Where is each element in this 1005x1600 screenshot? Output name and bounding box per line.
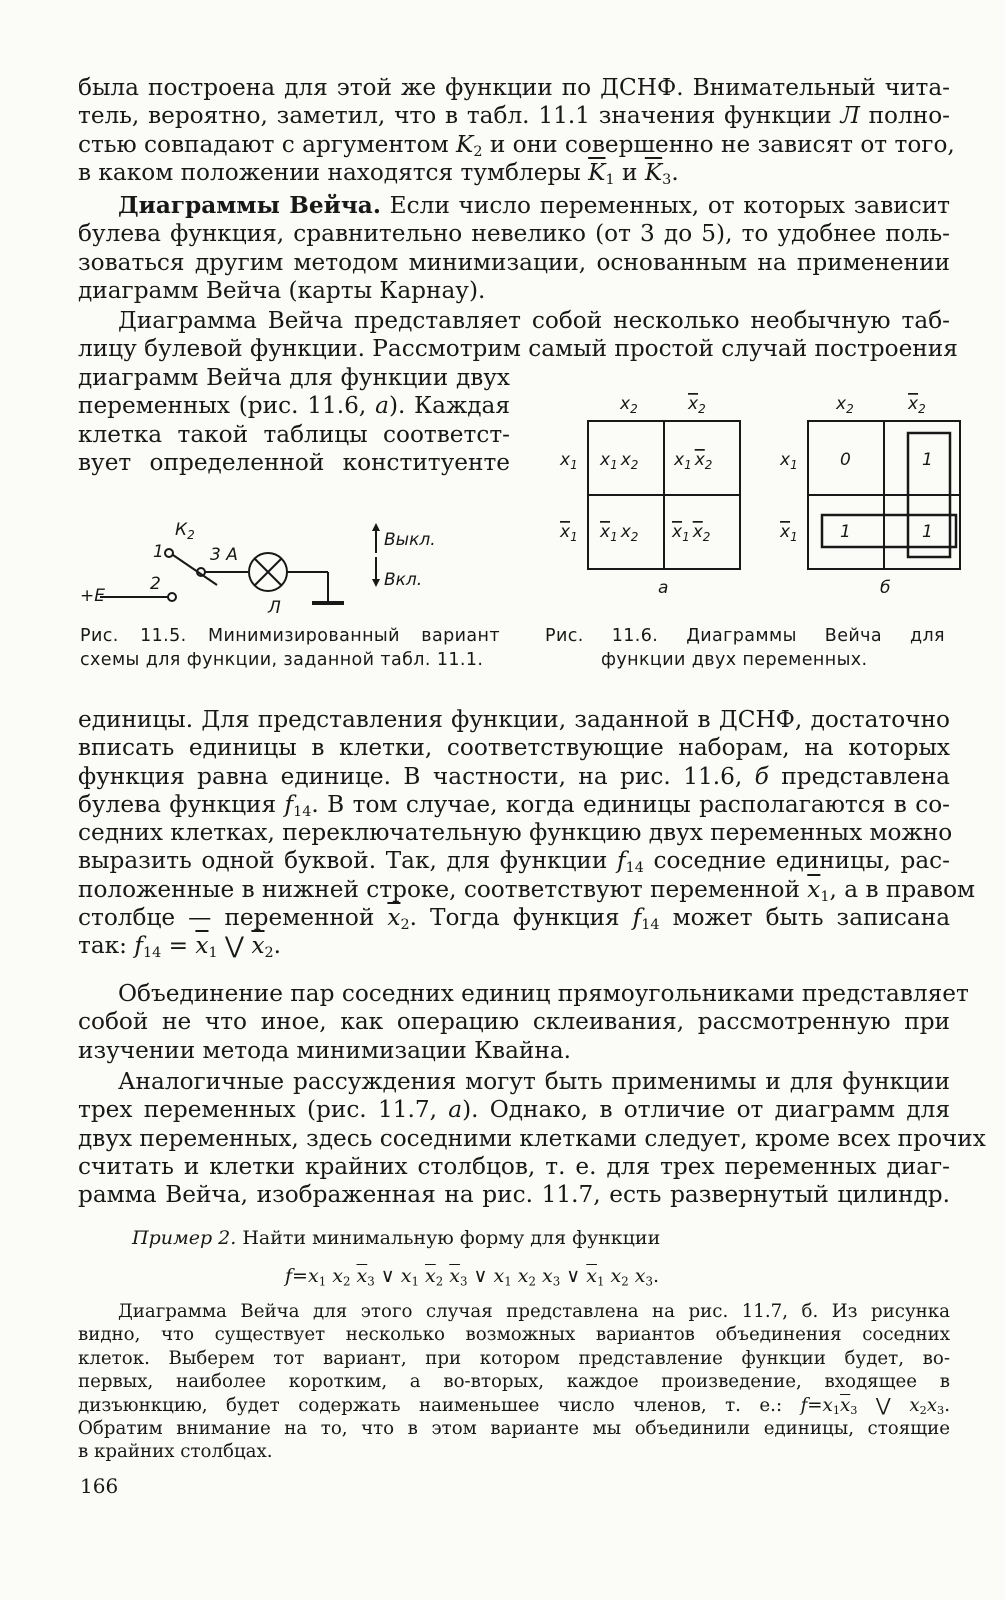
text-line: в каком положении находятся тумблеры $\overline{K}_1$ и $\overline{K}_3$. [78,158,679,188]
text-line: двух переменных, здесь соседними клетками следует, кроме всех прочих [78,1124,986,1152]
text-line: Диаграммы Вейча. Если число переменных, от которых зависит [118,192,950,219]
text-line: Диаграмма Вейча для этого случая представлена на рис. 11.7, б. Из рисунка [118,1301,950,1322]
text-line: дизъюнкцию, будет содержать наименьшее число членов, т. е.: $f=x_1\overline{x}_3$ ⋁ $x_2x_3$. [78,1394,950,1417]
section-heading: Диаграммы Вейча. [118,192,381,219]
text-line: выразить одной буквой. Так, для функции $f_{14}$ соседние единицы, рас- [78,847,950,877]
text-line: Обратим внимание на то, что в этом варианте мы объединили единицы, стоящие [78,1418,950,1440]
cell-notx1-notx2: $x_1$ $x_2$ [672,522,711,544]
text-line: рамма Вейча, изображенная на рис. 11.7, есть развернутый цилиндр. [78,1181,950,1209]
sublabel-a: а [658,578,669,598]
text-line: была построена для этой же функции по ДСНФ. Внимательный чита- [78,74,950,101]
text-line: диаграмм Вейча (карты Карнау). [78,276,486,304]
text-line: тель, вероятно, заметил, что в табл. 11.1 значения функции Л полно- [78,102,950,130]
text-line: Диаграмма Вейча представляет собой несколько необычную таб- [118,307,950,334]
paragraph-veitch-diagrams [78,192,950,305]
text-line: собой не что иное, как операцию склеивания, рассмотренную при [78,1008,950,1036]
paragraph-example-solution [78,1300,950,1464]
text-line: стью совпадают с аргументом $K_2$ и они совершенно не зависят от того, [78,130,955,160]
paragraph-units [78,706,976,962]
label-k2: $К_2$ [175,520,195,542]
col-header-not-x2: $x_2$ [688,394,706,416]
text-line: функция равна единице. В частности, на рис. 11.6, б представлена [78,762,950,790]
text-line: булева функция, сравнительно невелико (от 3 до 5), то удобнее поль- [78,220,950,248]
cell-notx1-x2: $x_1$ $x_2$ [600,522,639,544]
text-line: диаграмм Вейча для функции двух [78,364,510,391]
paragraph-three-variables [78,1068,986,1209]
label-lamp: Л [268,598,281,618]
row-header-not-x1-b: $x_1$ [780,522,798,544]
text-line: Аналогичные рассуждения могут быть применимы и для функции [118,1068,950,1095]
text-line: седних клетках, переключательную функцию двух переменных можно [78,819,953,847]
page-number: 166 [80,1474,119,1498]
text-line: клетка такой таблицы соответст- [78,420,510,448]
text-line: переменных (рис. 11.6, а). Каждая [78,392,510,420]
col-header-x2-b: $x_2$ [836,394,854,416]
text-line: Объединение пар соседних единиц прямоугольниками представляет [118,980,969,1007]
text-line: считать и клетки крайних столбцов, т. е. для трех переменных диаг- [78,1152,950,1180]
figure-11-6-veitch-diagrams [530,385,970,600]
text-line: вует определенной конституенте [78,448,510,476]
label-contact-3a: 3 А [210,545,238,565]
text-line: первых, наиболее коротким, а во-вторых, каждое произведение, входящее в [78,1371,950,1393]
label-off: Выкл. [384,530,436,550]
caption-figure-11-6: Рис. 11.6. Диаграммы Вейча для функции двух переменных. [545,626,945,670]
cell-b-11: 1 [922,522,933,542]
row-header-not-x1: $x_1$ [560,522,578,544]
text-line: положенные в нижней строке, соответствуют переменной $\overline{x}_1$, а в правом [78,875,976,905]
cell-b-10: 1 [840,522,851,542]
text-line: трех переменных (рис. 11.7, а). Однако, в отличие от диаграмм для [78,1096,950,1124]
row-header-x1-b: $x_1$ [780,450,798,472]
paragraph-veitch-table [78,307,958,364]
cell-x1-notx2: $x_1$ $x_2$ [674,450,713,472]
cell-x1x2: $x_1$ $x_2$ [600,450,639,472]
text-line: клеток. Выберем тот вариант, при котором представление функции будет, во- [78,1347,950,1369]
example-2-heading: Пример 2. Найти минимальную форму для функции [132,1227,661,1249]
sublabel-b: б [880,578,891,598]
label-contact-1: 1 [153,542,164,562]
paragraph-intro [78,74,955,188]
label-contact-2: 2 [150,574,161,594]
text-line: изучении метода минимизации Квайна. [78,1036,572,1064]
text-line: в крайних столбцах. [78,1441,273,1463]
caption-figure-11-5: Рис. 11.5. Минимизированный вариант схемы для функции, заданной табл. 11.1. [80,626,500,670]
cell-b-01: 1 [922,450,933,470]
text-line: единицы. Для представления функции, заданной в ДСНФ, достаточно [78,706,950,733]
text-line: так: $f_{14} = \overline{x}_1$ ⋁ $\overline{x}_2$. [78,932,282,962]
text-line: столбце — переменной $\overline{x}_2$. Тогда функция $f_{14}$ может быть записана [78,904,951,934]
col-header-not-x2-b: $x_2$ [908,394,926,416]
paragraph-veitch-table-wrap [78,364,510,477]
text-line: вписать единицы в клетки, соответствующие наборам, на которых [78,734,950,762]
text-line: булева функция $f_{14}$. В том случае, когда единицы располагаются в со- [78,790,950,820]
paragraph-gluing [78,980,969,1065]
text-line: лицу булевой функции. Рассмотрим самый простой случай построения [78,335,958,363]
text-line: видно, что существует несколько возможных вариантов объединения соседних [78,1324,950,1346]
label-on: Вкл. [384,570,423,590]
example-2-formula: $f=x_1$ $x_2$ $\overline{x}_3$ ∨ $x_1$ $\overline{x}_2$ $\overline{x}_3$ ∨ $x_1$ $x_2$ $x_3$ ∨ $\overline{x}_1$ $x_2$ $x_3$. [285,1265,660,1289]
text-line: зоваться другим методом минимизации, основанным на применении [78,248,950,276]
row-header-x1: $x_1$ [560,450,578,472]
figure-11-5-circuit [80,515,460,620]
label-plus-e: +Е [80,586,105,606]
cell-b-00: 0 [840,450,851,470]
col-header-x2: $x_2$ [620,394,638,416]
